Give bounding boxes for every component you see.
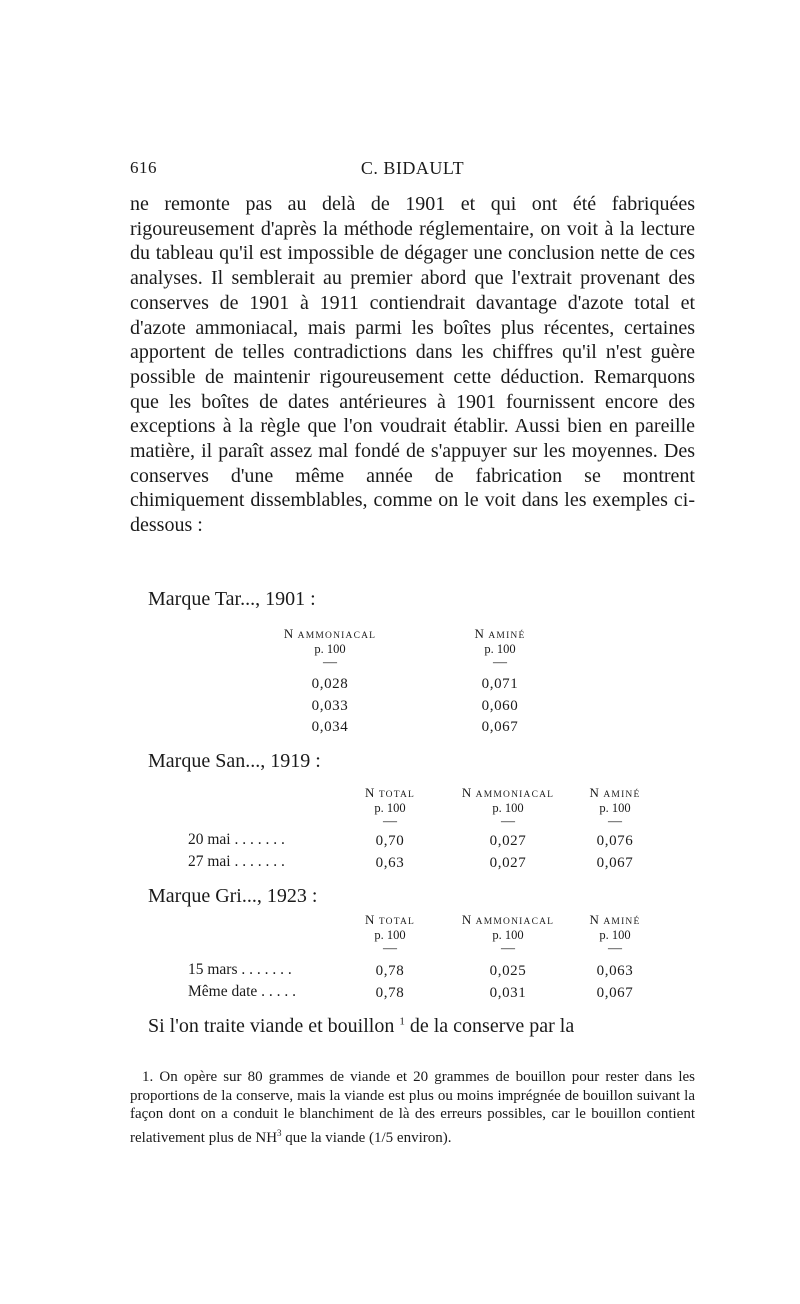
table-cell: 0,78 (375, 963, 405, 979)
column-dash: — (493, 655, 507, 670)
column-dash: — (383, 941, 397, 956)
column-n-total (350, 785, 430, 874)
column-n: N (461, 912, 472, 927)
footnote-superscript: 3 (277, 1127, 282, 1138)
table-cell: 0,076 (596, 833, 634, 849)
column-title: AMMONIACAL (297, 631, 377, 641)
column-title: AMMONIACAL (475, 917, 555, 927)
column-dash: — (383, 814, 397, 829)
table-cell: 0,63 (375, 854, 405, 871)
table-cell: 0,067 (481, 719, 519, 735)
page-number: 616 (130, 158, 157, 177)
column-n: N (364, 912, 375, 927)
table-cell: 0,071 (481, 676, 519, 692)
table-cell: 0,067 (596, 984, 634, 1001)
body-line: abord que l'extrait provenant des conserves de 1901 à 1911 (130, 267, 695, 314)
column-n-ammoniacal (448, 912, 568, 1004)
continuation-text-end: de la conserve par la (409, 1015, 575, 1037)
column-title: TOTAL (378, 790, 416, 800)
table-cell: 0,028 (311, 676, 349, 692)
column-unit: p. 100 (599, 801, 631, 815)
row-label: Même date . . . . . (188, 983, 297, 1000)
column-n: N (283, 626, 294, 641)
footnote (130, 1068, 695, 1147)
body-line: à la lecture du tableau qu'il est impossible de dégager une (130, 217, 695, 265)
column-n-ammoniacal (448, 785, 568, 874)
table-heading-san: Marque San..., 1919 : (148, 750, 321, 772)
footnote-tail: que la viande (1/5 environ). (281, 1129, 452, 1146)
footnote-text: 1. On opère sur 80 grammes de viande et 20 grammes de bouillon pour rester dans les proportions de la conserve, mais la viande est plus ou moins imprégnée de bouillon suivant la façon dont on a conduit le blanchiment de là des erreurs possibles, car le bouillon contient relativement plus de NH (130, 1069, 695, 1146)
column-dash: — (501, 941, 515, 956)
body-line: contiendrait davantage d'azote total et d'azote ammoniacal, (130, 291, 696, 339)
column-unit: p. 100 (492, 801, 524, 815)
continuation-text: Si l'on traite viande et bouillon (148, 1015, 395, 1037)
column-dash: — (323, 655, 337, 670)
column-unit: p. 100 (374, 801, 406, 815)
table-cell: 0,027 (489, 833, 527, 849)
body-line: que les boîtes de dates antérieures à 1901 fournissent encore (130, 390, 659, 413)
table-cell: 0,067 (596, 854, 634, 871)
column-dash: — (608, 814, 622, 829)
column-dash: — (608, 941, 622, 956)
column-n: N (364, 785, 375, 800)
table-cell: 0,025 (489, 963, 527, 979)
table-cell: 0,031 (489, 984, 527, 1001)
column-n-total (350, 912, 430, 1004)
running-title-author: C. BIDAULT (360, 158, 465, 178)
body-line: telles contradictions dans les chiffres qu'il n'est guère possible (130, 341, 695, 388)
column-n-ammoniacal (270, 626, 390, 739)
body-line: des exceptions à la règle que l'on voudrait établir. Aussi bien (130, 390, 696, 438)
body-line: de maintenir rigoureusement cette déduction. Remarquons (205, 365, 695, 388)
table-cell: 0,063 (596, 963, 634, 979)
column-n: N (589, 785, 600, 800)
table-cell: 0,034 (311, 719, 349, 735)
body-line: rigoureusement d'après la méthode réglementaire, on voit (130, 217, 599, 240)
body-line: dans les exemples ci-dessous : (130, 489, 696, 537)
row-label: 27 mai . . . . . . . (188, 853, 285, 870)
running-header (130, 158, 695, 182)
footnote-reference[interactable]: 1 (399, 1015, 405, 1028)
column-n-amine (575, 785, 655, 874)
column-unit: p. 100 (374, 928, 406, 942)
table-cell: 0,060 (481, 697, 519, 714)
column-n-amine (450, 626, 550, 739)
column-dash: — (501, 814, 515, 829)
column-unit: p. 100 (314, 642, 346, 656)
column-title: AMMONIACAL (475, 790, 555, 800)
column-title: AMINÉ (488, 631, 526, 641)
body-line: se montrent chimiquement dissemblables, comme on le voit (130, 464, 695, 512)
column-unit: p. 100 (484, 642, 516, 656)
row-label: 20 mai . . . . . . . (188, 831, 285, 848)
column-n: N (589, 912, 600, 927)
table-heading-gri: Marque Gri..., 1923 : (148, 885, 318, 907)
row-label: 15 mars . . . . . . . (188, 961, 292, 978)
column-unit: p. 100 (599, 928, 631, 942)
column-n: N (461, 785, 472, 800)
table-cell: 0,78 (375, 984, 405, 1001)
body-line: les moyennes. Des conserves d'une même année de fabrication (130, 440, 695, 487)
table-cell: 0,027 (489, 854, 527, 871)
table-heading-tar: Marque Tar..., 1901 : (148, 588, 316, 610)
column-n: N (474, 626, 485, 641)
body-paragraph (130, 192, 695, 538)
column-title: TOTAL (378, 917, 416, 927)
body-line: conclusion nette de ces analyses. Il semblerait au premier (130, 242, 695, 290)
table-cell: 0,70 (375, 833, 405, 849)
table-cell: 0,033 (311, 697, 349, 714)
body-line: mais parmi les boîtes plus récentes, certaines apportent de (130, 316, 696, 364)
column-n-amine (575, 912, 655, 1004)
column-title: AMINÉ (603, 917, 641, 927)
body-line: ne remonte pas au delà de 1901 et qui ont été fabriquées (130, 193, 695, 215)
column-unit: p. 100 (492, 928, 524, 942)
continuation-line (148, 1015, 695, 1038)
body-line: en pareille matière, il paraît assez mal fondé de s'appuyer sur (130, 415, 696, 463)
column-title: AMINÉ (603, 790, 641, 800)
